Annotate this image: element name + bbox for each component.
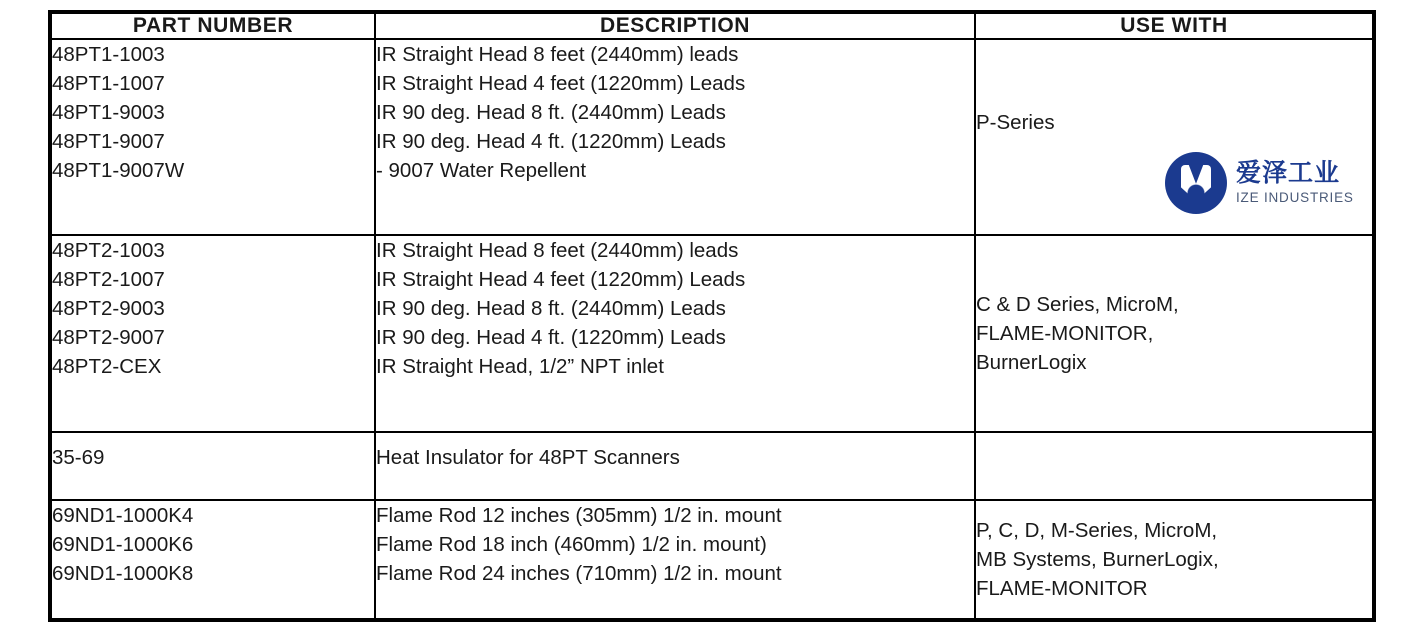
use-with-line: C & D Series, MicroM, [976,292,1179,316]
description-line: IR Straight Head 8 feet (2440mm) leads [376,43,739,66]
table-row [50,500,1374,620]
part-number: 35-69 [52,445,105,469]
description-line: Flame Rod 12 inches (305mm) 1/2 in. mount [376,503,782,527]
description-line: IR Straight Head 4 feet (1220mm) Leads [376,268,746,292]
part-number: 48PT1-9007W [52,159,185,182]
part-number: 69ND1-1000K6 [52,532,194,556]
table-row [50,39,1374,235]
part-number-cell [50,235,375,431]
use-with-line: MB Systems, BurnerLogix, [976,547,1219,571]
part-number: 48PT2-9007 [52,326,165,350]
description-line: IR 90 deg. Head 4 ft. (1220mm) Leads [376,326,726,350]
description-line: IR 90 deg. Head 4 ft. (1220mm) Leads [376,130,726,153]
part-number: 48PT2-1007 [52,268,165,292]
company-name-cn: 爱泽工业 [1236,159,1341,188]
description-line: IR Straight Head 4 feet (1220mm) Leads [376,72,746,95]
part-number: 48PT2-9003 [52,297,165,321]
company-name-en: IZE INDUSTRIES [1236,190,1354,206]
use-with-line: P, C, D, M-Series, MicroM, [976,518,1218,542]
part-number: 69ND1-1000K4 [52,503,194,527]
part-number-cell [50,39,375,235]
use-with-cell [975,39,1374,235]
description-line: IR Straight Head 8 feet (2440mm) leads [376,239,739,263]
use-with-cell [975,500,1374,620]
part-number-cell [50,500,375,620]
part-number: 69ND1-1000K8 [52,561,194,585]
part-number: 48PT2-1003 [52,239,165,263]
use-with-cell [975,235,1374,431]
part-number: 48PT1-1007 [52,72,165,95]
description-line: IR 90 deg. Head 8 ft. (2440mm) Leads [376,297,726,321]
part-number: 48PT1-9007 [52,130,165,153]
description-cell [375,500,975,620]
parts-table-container [48,10,1372,622]
description-cell [375,39,975,235]
description-line: IR Straight Head, 1/2” NPT inlet [376,355,664,379]
use-with-line: P-Series [976,110,1055,134]
description-line: - 9007 Water Repellent [376,159,587,182]
use-with-line: FLAME-MONITOR [976,576,1148,600]
table-row [50,432,1374,500]
description-line: IR 90 deg. Head 8 ft. (2440mm) Leads [376,101,726,124]
description-line: Flame Rod 24 inches (710mm) 1/2 in. mount [376,561,782,585]
parts-table [48,10,1376,622]
column-header-part-number: PART NUMBER [50,12,375,39]
table-header-row [50,12,1374,39]
part-number: 48PT1-9003 [52,101,165,124]
use-with-line: BurnerLogix [976,350,1087,374]
use-with-line: FLAME-MONITOR, [976,321,1154,345]
description-cell [375,432,975,500]
use-with-cell [975,432,1374,500]
table-row [50,235,1374,431]
part-number-cell [50,432,375,500]
part-number: 48PT1-1003 [52,43,165,66]
column-header-use-with: USE WITH [975,12,1374,39]
description-cell [375,235,975,431]
part-number: 48PT2-CEX [52,355,162,379]
column-header-description: DESCRIPTION [375,12,975,39]
description-line: Heat Insulator for 48PT Scanners [376,445,680,469]
description-line: Flame Rod 18 inch (460mm) 1/2 in. mount) [376,532,767,556]
